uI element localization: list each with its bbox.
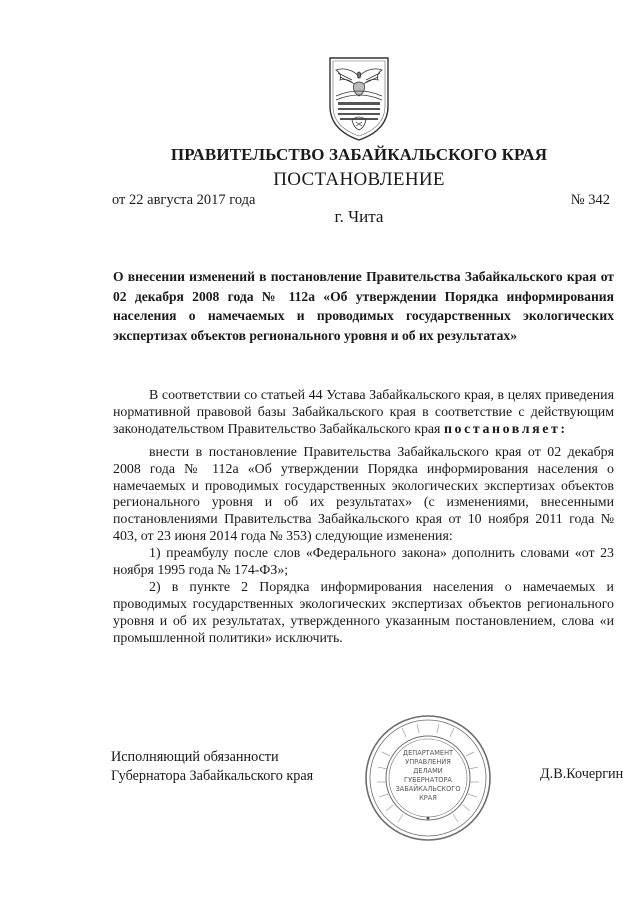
stamp-line-6: КРАЯ bbox=[419, 794, 437, 802]
decree-word: постановляет: bbox=[443, 421, 568, 437]
document-date: от 22 августа 2017 года bbox=[112, 192, 256, 208]
stamp-line-2: УПРАВЛЕНИЯ bbox=[405, 758, 451, 766]
signatory-position-line-1: Исполняющий обязанности bbox=[111, 749, 279, 765]
item-1-paragraph: 1) преамбулу после слов «Федерального закона» дополнить словами «от 23 ноября 1995 года № 174-ФЗ»; bbox=[113, 546, 614, 579]
document-body bbox=[113, 388, 614, 648]
stamp-line-3: ДЕЛАМИ bbox=[413, 767, 443, 775]
document-number: № 342 bbox=[570, 192, 610, 208]
document-subject: О внесении изменений в постановление Правительства Забайкальского края от 02 декабря 2008 года № 112а «Об утверждении Порядка информирования населения о намечаемых и проводимых государственных экологических экспертизах объектов регионального уровня и об их результатах» bbox=[113, 269, 614, 343]
document-city: г. Чита bbox=[334, 207, 384, 226]
item-2-paragraph: 2) в пункте 2 Порядка информирования населения о намечаемых и проводимых государственных экологических экспертизах объектов регионального уровня и об их результатах, утвержденного указанным постановлением, слова «и промышленной политики» исключить. bbox=[113, 579, 614, 646]
main-paragraph: внести в постановление Правительства Забайкальского края от 02 декабря 2008 года № 112а «Об утверждении Порядка информирования населения о намечаемых и проводимых государственных экологических экспертизах объектов регионального уровня и об их результатах» (с изменениями, внесенными постановлениями Правительства Забайкальского края от 10 ноября 2011 года № 403, от 23 июня 2014 года № 353) следующие изменения: bbox=[113, 444, 614, 545]
coat-of-arms-emblem bbox=[326, 56, 392, 142]
signatory-name: Д.В.Кочергин bbox=[540, 766, 624, 782]
signatory-position-line-2: Губернатора Забайкальского края bbox=[111, 768, 314, 784]
preamble-paragraph bbox=[113, 388, 614, 439]
stamp-line-4: ГУБЕРНАТОРА bbox=[404, 776, 452, 784]
preamble-text: В соответствии со статьей 44 Устава Забайкальского края, в целях приведения нормативной правовой базы Забайкальского края в соответствие с действующим законодательством Правительство Забайкальского края bbox=[113, 388, 614, 437]
government-title: ПРАВИТЕЛЬСТВО ЗАБАЙКАЛЬСКОГО КРАЯ bbox=[170, 145, 548, 164]
signatory-position bbox=[111, 748, 313, 786]
document-type: ПОСТАНОВЛЕНИЕ bbox=[273, 169, 445, 190]
stamp-line-5: ЗАБАЙКАЛЬСКОГО bbox=[395, 785, 461, 793]
official-stamp-seal bbox=[362, 712, 494, 844]
stamp-line-1: ДЕПАРТАМЕНТ bbox=[402, 749, 454, 757]
